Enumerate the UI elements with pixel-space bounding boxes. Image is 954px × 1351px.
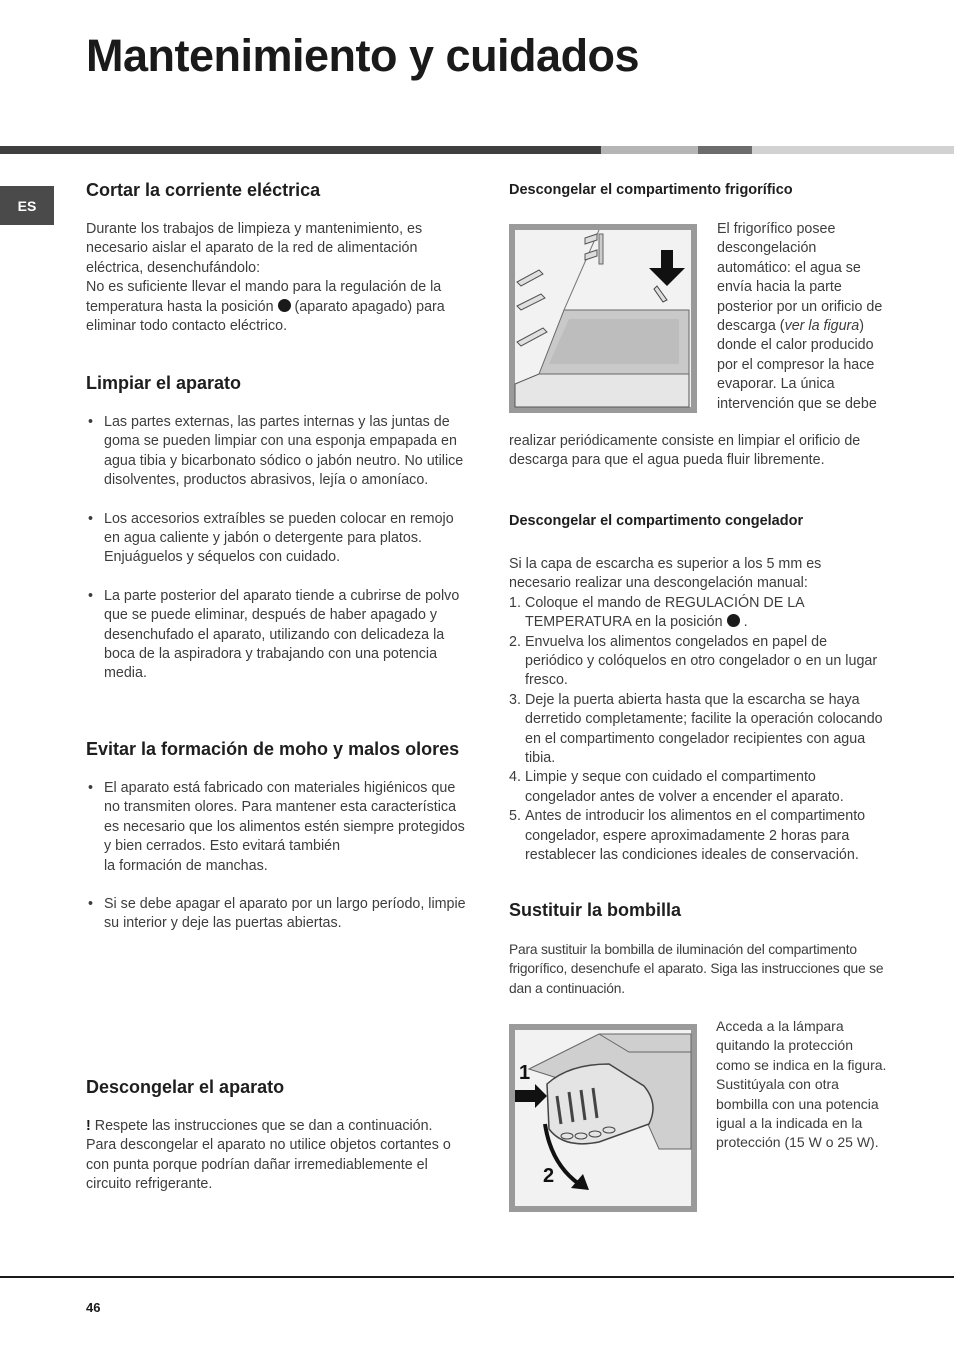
paragraph: [86, 278, 466, 336]
list-item: [509, 807, 887, 865]
text-span: El frigorífico posee descongelación automático: el agua se envía hacia la parte posterior por un orificio de descarga (: [717, 221, 883, 335]
footer-rule: [0, 1276, 954, 1278]
bombilla-side-text: Acceda a la lámpara quitando la protección como se indica en la figura. Sustitúyala con otra bombilla con una potencia igual a la indicada en la protección (15 W o 25 W).: [716, 1018, 887, 1151]
paragraph: Si la capa de escarcha es superior a los 5 mm es necesario realizar una descongelación manual:: [509, 556, 822, 592]
step-number: 1.: [509, 594, 521, 611]
section-heading: Descongelar el aparato: [86, 1077, 285, 1097]
text-span: Envuelva los alimentos congelados en papel de periódico y colóquelos en otro congelador o en un lugar fresco.: [525, 633, 878, 689]
step-number: 3.: [509, 691, 521, 708]
paragraph: Durante los trabajos de limpieza y mantenimiento, es necesario aislar el aparato de la red de alimentación eléctrica, desenchufándolo:: [86, 221, 423, 276]
list-item: [509, 594, 887, 633]
header-bar-segment-3: [698, 146, 752, 154]
section-heading: Sustituir la bombilla: [509, 900, 682, 920]
bulb-replacement-figure: [509, 1024, 697, 1212]
section-heading: Evitar la formación de moho y malos olores: [86, 739, 460, 759]
text-span: Antes de introducir los alimentos en el compartimento congelador, espere aproximadamente 2 horas para restablecer las condiciones ideales de conservación.: [525, 808, 866, 864]
frigorifico-side-text: [717, 220, 889, 414]
section-descongelar-aparato: [86, 1077, 466, 1195]
text-span: Coloque el mando de REGULACIÓN DE LA TEMPERATURA en la posición: [525, 594, 804, 631]
page-title: Mantenimiento y cuidados: [86, 30, 640, 81]
text-span-italic: ver la figura: [784, 318, 860, 335]
figure-label-2: 2: [543, 1165, 555, 1187]
figure-label-1: 1: [519, 1062, 531, 1084]
section-heading: Cortar la corriente eléctrica: [86, 180, 321, 200]
section-cortar-corriente: [86, 180, 466, 336]
step-number: 4.: [509, 769, 521, 786]
off-position-icon: [727, 614, 740, 627]
section-heading-frigorifico: Descongelar el compartimento frigorífico: [509, 182, 793, 198]
section-heading-congelador: Descongelar el compartimento congelador: [509, 513, 804, 529]
section-bombilla: [509, 900, 887, 998]
list-item: [509, 691, 887, 769]
list-item: • Si se debe apagar el aparato por un largo período, limpie su interior y deje las puertas abiertas.: [86, 895, 466, 934]
text-span: ) donde el calor producido por el compresor la hace evaporar. La única intervención que se debe: [717, 318, 877, 412]
text-span: .: [743, 614, 748, 631]
page-number: 46: [86, 1300, 101, 1315]
fridge-drain-figure: [509, 224, 697, 413]
step-number: 5.: [509, 808, 521, 825]
frigorifico-full-text: realizar periódicamente consiste en limpiar el orificio de descarga para que el agua pueda fluir libremente.: [509, 433, 861, 469]
paragraph: Para descongelar el aparato no utilice objetos cortantes o con punta porque podrían dañar irremediablemente el circuito refrigerante.: [86, 1137, 451, 1193]
list-item: • Las partes externas, las partes internas y las juntas de goma se pueden limpiar con una esponja empapada en agua tibia y bicarbonato sódico o jabón neutro. No utilice disolventes, productos abrasivos, lejía o amoníaco.: [86, 413, 466, 491]
section-heading: Limpiar el aparato: [86, 373, 242, 393]
list-item: [509, 633, 887, 691]
header-bar-segment-1: [0, 146, 601, 154]
text-span: No es suficiente llevar el mando para la regulación de la temperatura hasta la posición: [86, 279, 442, 315]
text-span: la formación de manchas.: [104, 857, 268, 874]
text-span: Deje la puerta abierta hasta que la escarcha se haya derretido completamente; facilite la operación colocando en el compartimento congelador recipientes con agua tibia.: [525, 691, 883, 767]
list-item: • La parte posterior del aparato tiende a cubrirse de polvo que se puede eliminar, después de haber apagado y desenchufado el aparato, utilizando con delicadeza la boca de la aspiradora y trabajando con una potencia media.: [86, 587, 466, 684]
section-limpiar-aparato: [86, 373, 466, 684]
section-congelador: [509, 555, 887, 866]
list-item: [86, 779, 466, 876]
off-position-icon: [278, 299, 291, 312]
header-bar-segment-2: [601, 146, 698, 154]
warning-mark: !: [86, 1118, 91, 1134]
step-number: 2.: [509, 633, 521, 650]
fridge-drain-illustration: [509, 224, 697, 413]
paragraph: [86, 1117, 466, 1136]
paragraph: Para sustituir la bombilla de iluminación del compartimento frigorífico, desenchufe el aparato. Siga las instrucciones que se dan a continuación.: [509, 942, 884, 996]
text-span: Respete las instrucciones que se dan a continuación.: [94, 1118, 433, 1134]
list-item: [509, 768, 887, 807]
text-span: (aparato apagado) para eliminar todo contacto eléctrico.: [86, 298, 445, 335]
language-tab: ES: [0, 186, 54, 225]
section-evitar-moho: [86, 739, 466, 934]
header-bar-segment-4: [752, 146, 954, 154]
list-item: • Los accesorios extraíbles se pueden colocar en remojo en agua caliente y jabón o detergente para platos. Enjuáguelos y séquelos con cuidado.: [86, 510, 466, 568]
text-span: • El aparato está fabricado con materiales higiénicos que no transmiten olores. Para mantener esta característica es necesario que los alimentos estén siempre protegidos y bien cerrados. Esto evitará también: [104, 780, 465, 855]
bulb-cover-illustration: [509, 1024, 697, 1212]
text-span: Limpie y seque con cuidado el compartimento congelador antes de volver a encender el aparato.: [525, 769, 844, 805]
